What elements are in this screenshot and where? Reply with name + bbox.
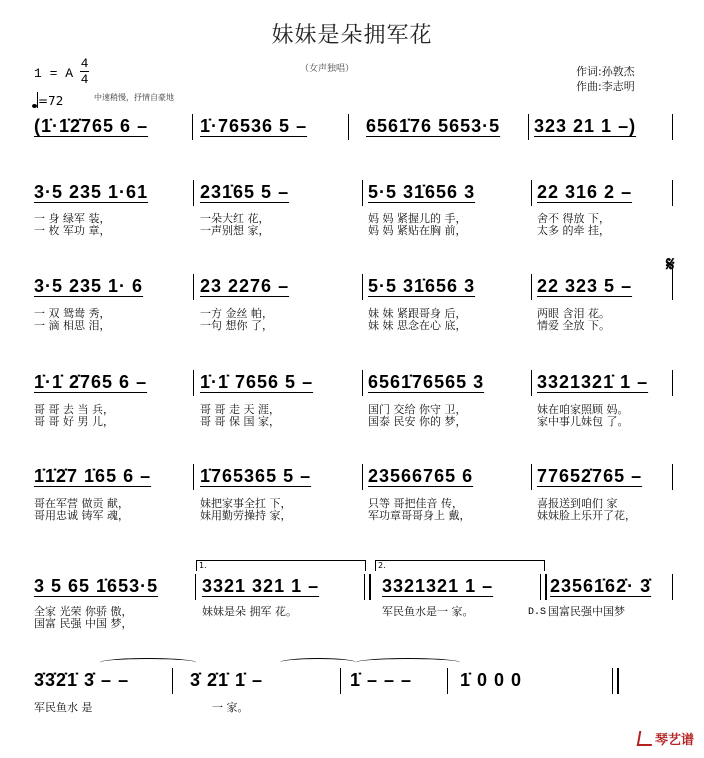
measure: 3321 321 1 – [202, 576, 320, 596]
watermark-logo: 琴艺谱 [638, 729, 694, 748]
staff-row-6: 1. 2. 3 5 65 1̇653·5 3321 321 1 – 3321321 1 – 23561̇62̇· 3̇ 全家 光荣 你骄 傲， 妹妹是朵 拥军 花。 军民鱼水是一 家。 D.S 国富民强中国梦 国富 民强 中国 梦， [0, 560, 704, 630]
measure: 5·5 31̇656 3 [368, 182, 476, 202]
measure: 3321321 1 – [382, 576, 494, 596]
measure: 3·5 235 1·61 [34, 182, 149, 202]
staff-row-1 [0, 110, 704, 150]
expression-marking: 中速稍慢，抒情自豪地 [94, 93, 174, 102]
lyricist: 作词:孙敦杰 [576, 65, 635, 78]
measure: 323 21 1 –) [534, 116, 637, 136]
final-barline [612, 668, 619, 694]
measure: 6561̇76565 3 [368, 372, 485, 392]
staff-row-2: 3·5 235 1·61 231̇65 5 – 5·5 31̇656 3 22 316 2 – 一 身 绿军 装， 一朵大红 花， 妈 妈 紧握儿的 手， 舍不 得放 下， 一 枚 军功 章， 一声别想 家， 妈 妈 紧贴在胸 前， 太多 的牵 挂， [0, 178, 704, 238]
measure: 6561̇76 5653·5 [366, 116, 501, 136]
quarter-note-icon [32, 94, 38, 108]
segno-icon: 𝄋 [666, 252, 675, 276]
staff-row-3: 3·5 235 1· 6 23 2276 – 5·5 31̇656 3 22 323 5 – 𝄋 一 双 鸳鸯 秀， 一方 金丝 帕， 妹 妹 紧跟哥身 后， 两眼 含泪 花。 一 滴 相思 泪， 一句 想你 了， 妹 妹 思念在心 底， 情爱 全放 下。 [34, 252, 675, 332]
measure: 3̇3̇2̇1̇ 3̇ – – [34, 670, 130, 690]
credits [576, 64, 635, 94]
measure: 3 5 65 1̇653·5 [34, 576, 159, 596]
measure: 22 323 5 – [537, 276, 633, 296]
composer: 作曲:李志明 [576, 80, 635, 93]
measure: 1̇1̇2̇7 1̇65 6 – [34, 466, 152, 486]
staff-row-5: 1̇1̇2̇7 1̇65 6 – 1̇765365 5 – 23566765 6 77652̇765 – 哥在军营 做贡 献， 妹把家事全扛 下， 只等 哥把佳音 传， 喜报送到咱们 家 哥用忠诚 铸军 魂， 妹用勤劳操持 家， 军功章哥哥身上 戴， 妹妹脸上乐开了花， [0, 462, 704, 522]
measure: 23561̇62̇· 3̇ [550, 576, 652, 596]
repeat-end-barline [364, 574, 371, 600]
measure: 77652̇765 – [537, 466, 643, 486]
measure: 3321321̇ 1 – [537, 372, 649, 392]
logo-icon [637, 731, 655, 746]
measure: 1̇·1̇ 2̇765 6 – [34, 372, 148, 392]
measure: 5·5 31̇656 3 [368, 276, 476, 296]
time-signature: 4 4 [80, 56, 89, 87]
volta-2: 2. [375, 560, 545, 571]
measure: 1̇·1̇ 7656 5 – [200, 372, 314, 392]
volta-1: 1. [196, 560, 366, 571]
staff-row-7: 3̇3̇2̇1̇ 3̇ – – 3̇ 2̇1̇ 1̇ – 1̇ – – – 1̇ 0 0 0 军民鱼水 是 一 家。 [0, 664, 704, 714]
measure: 1̇765365 5 – [200, 466, 312, 486]
performance-note: （女声独唱） [300, 64, 355, 74]
song-title: 妹妹是朵拥军花 [271, 23, 433, 48]
measure: 3̇ 2̇1̇ 1̇ – [190, 670, 264, 690]
staff-row-4: 1̇·1̇ 2̇765 6 – 1̇·1̇ 7656 5 – 6561̇76565 3 3321321̇ 1 – 哥 哥 去 当 兵， 哥 哥 走 天 涯， 国门 交给 你守 卫， 妹在咱家照顾 妈。 哥 哥 好 男 儿， 哥 哥 保 国 家， 国泰 民安 你的 梦， 家中事儿妹包 了。 [0, 368, 704, 428]
measure: 3·5 235 1· 6 [34, 276, 144, 296]
measure: (1̇·1̇2̇765 6 – [34, 116, 149, 136]
double-barline [540, 574, 547, 600]
measure: 22 316 2 – [537, 182, 633, 202]
measure: 23 2276 – [200, 276, 290, 296]
measure: 1̇ 0 0 0 [460, 670, 523, 690]
tempo-marking: =72 [32, 92, 63, 108]
measure: 231̇65 5 – [200, 182, 290, 202]
measure: 1̇ – – – [350, 670, 413, 690]
measure: 23566765 6 [368, 466, 474, 486]
dal-segno: D.S [528, 607, 547, 618]
key-signature: 1 = A [34, 66, 74, 81]
measure: 1̇·76536 5 – [200, 116, 308, 136]
